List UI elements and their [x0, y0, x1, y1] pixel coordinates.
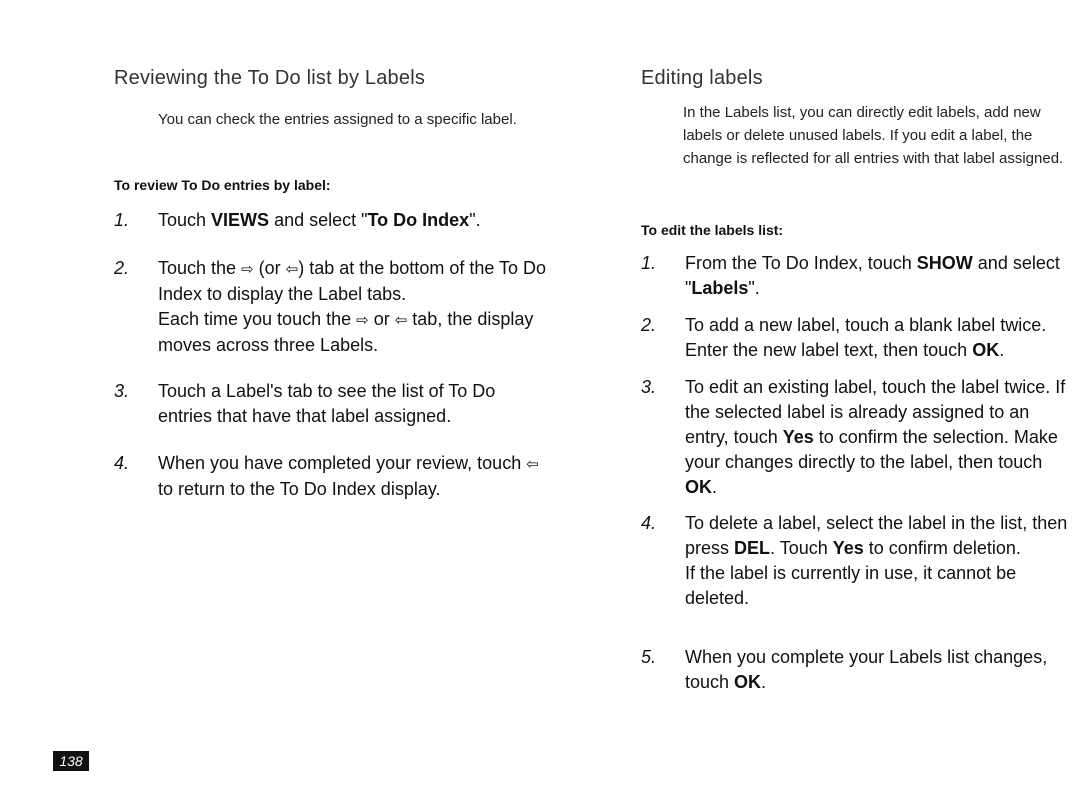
step-number: 3. — [114, 381, 130, 401]
step-text: When you have completed your review, touch ⇦ to return to the To Do Index display. — [158, 453, 539, 499]
step-number: 5. — [641, 647, 657, 667]
intro-reviewing: You can check the entries assigned to a specific label. — [158, 111, 517, 128]
step-number: 1. — [641, 253, 657, 273]
step-text: To delete a label, select the label in the list, then press DEL. Touch Yes to confirm deletion. If the label is currently in use, it cannot be deleted. — [685, 513, 1068, 608]
arrow-left-icon: ⇦ — [285, 261, 299, 278]
section-title-editing: Editing labels — [641, 67, 763, 89]
subheading-review-by-label: To review To Do entries by label: — [114, 177, 331, 193]
step-text: From the To Do Index, touch SHOW and select "Labels". — [685, 253, 1060, 298]
intro-editing: In the Labels list, you can directly edit labels, add new labels or delete unused labels. If you edit a label, the change is reflected for all entries with that label assigned. — [683, 104, 1064, 167]
step-text: Touch a Label's tab to see the list of To Do entries that have that label assigned. — [158, 381, 496, 426]
step-text: Touch VIEWS and select "To Do Index". — [158, 210, 481, 230]
arrow-left-icon: ⇦ — [526, 456, 539, 473]
arrow-left-icon: ⇦ — [394, 312, 408, 329]
step-number: 2. — [114, 258, 130, 278]
page-number: 138 — [53, 751, 89, 771]
subheading-edit-labels: To edit the labels list: — [641, 222, 784, 238]
arrow-right-icon: ⇨ — [241, 261, 254, 278]
step-number: 1. — [114, 210, 130, 230]
arrow-right-icon: ⇨ — [356, 312, 369, 329]
step-number: 2. — [641, 315, 657, 335]
step-text: To edit an existing label, touch the label twice. If the selected label is already assigned to an entry, touch Yes to confirm the selection. Make your changes directly to the label, then touch OK. — [685, 377, 1066, 497]
step-text: Touch the ⇨ (or ⇦) tab at the bottom of the To Do Index to display the Label tabs. Each time you touch the ⇨ or ⇦ tab, the display moves across three Labels. — [158, 258, 547, 355]
step-number: 3. — [641, 377, 657, 397]
section-title-reviewing: Reviewing the To Do list by Labels — [114, 67, 426, 89]
step-number: 4. — [641, 513, 657, 533]
step-text: When you complete your Labels list changes, touch OK. — [685, 647, 1048, 692]
step-number: 4. — [114, 453, 130, 473]
step-text: To add a new label, touch a blank label twice. Enter the new label text, then touch OK. — [685, 315, 1047, 360]
